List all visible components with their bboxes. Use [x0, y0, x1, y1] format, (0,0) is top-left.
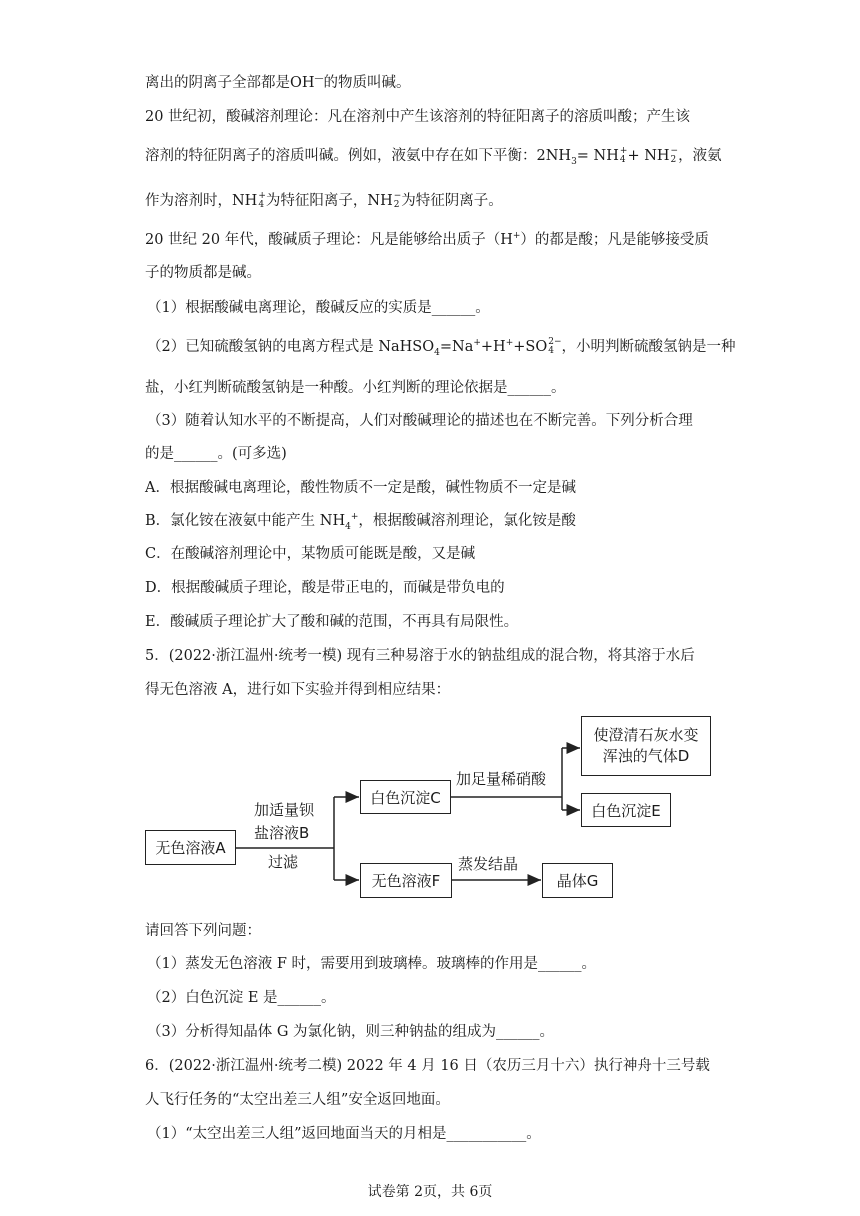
reagent-label: 加足量稀硝酸 [456, 770, 547, 788]
ion-charge: − 2 [393, 191, 402, 210]
text-segment: ，液氨 [678, 148, 722, 164]
ion-charge: 2− 4 [548, 337, 562, 356]
ion-charge: + 4 [258, 191, 266, 210]
superscript: — [314, 74, 324, 85]
subquestion-1: （1）“太空出差三人组”返回地面当天的月相是___________。 [147, 1126, 541, 1142]
box-crystal-g: 晶体G [542, 863, 613, 898]
option-b [145, 511, 576, 531]
text-line: 人飞行任务的“太空出差三人组”安全返回地面。 [145, 1092, 450, 1108]
text-segment: 作为溶剂时，NH [145, 193, 258, 209]
process-label: 蒸发结晶 [458, 855, 519, 873]
superscript: + [512, 231, 521, 242]
reagent-label: 盐溶液B [254, 824, 310, 842]
ion-charge: + 4 [619, 146, 628, 165]
superscript: + [505, 338, 514, 349]
subquestion-1: （1）蒸发无色溶液 F 时，需要用到玻璃棒。玻璃棒的作用是______。 [147, 956, 597, 972]
subscript: 3 [571, 156, 577, 167]
text-line: 20 世纪初，酸碱溶剂理论：凡在溶剂中产生该溶剂的特征阳离子的溶质叫酸；产生该 [145, 109, 691, 125]
ion-charge: − 2 [670, 146, 679, 165]
box-label: 浑浊的气体D [602, 747, 690, 765]
box-solution-a: 无色溶液A [145, 830, 236, 865]
text-segment: （2）已知硫酸氢钠的电离方程式是 NaHSO [147, 339, 435, 355]
option-a: A．根据酸碱电离理论，酸性物质不一定是酸，碱性物质不一定是碱 [145, 480, 576, 496]
text-segment: ）的都是酸；凡是能够接受质 [520, 232, 709, 248]
box-precipitate-c: 白色沉淀C [360, 780, 451, 814]
option-c: C．在酸碱溶剂理论中，某物质可能既是酸，又是碱 [145, 546, 476, 562]
box-label: 使澄清石灰水变 [593, 726, 699, 744]
text-line [145, 73, 411, 93]
page-footer: 试卷第 2页，共 6页 [367, 1184, 493, 1200]
text-line: 盐，小红判断硫酸氢钠是一种酸。小红判断的理论依据是______。 [145, 380, 566, 396]
text-segment: 的物质叫碱。 [323, 75, 411, 91]
question-2 [147, 337, 736, 357]
text-line [145, 191, 503, 211]
text-segment: =Na [439, 339, 474, 355]
text-segment: + NH [627, 148, 670, 164]
box-precipitate-e: 白色沉淀E [581, 793, 671, 827]
text-line: 子的物质都是碱。 [145, 265, 261, 281]
text-line [145, 230, 709, 250]
question-5-intro: 5．(2022·浙江温州·统考一模) 现有三种易溶于水的钠盐组成的混合物，将其溶于水后 [145, 648, 695, 664]
superscript: + [350, 512, 359, 523]
text-segment: 溶剂的特征阴离子的溶质叫碱。例如，液氨中存在如下平衡：2NH [145, 148, 572, 164]
text-segment: B．氯化铵在液氨中能产生 NH [145, 513, 346, 529]
question-6-intro: 6．(2022·浙江温州·统考二模) 2022 年 4 月 16 日（农历三月十六）执行神舟十三号载 [145, 1058, 710, 1074]
subscript: 4 [434, 347, 440, 358]
text-line: 的是______。(可多选) [145, 446, 287, 462]
text-line [145, 146, 722, 166]
question-1: （1）根据酸碱电离理论，酸碱反应的实质是______。 [147, 300, 490, 316]
question-3: （3）随着认知水平的不断提高，人们对酸碱理论的描述也在不断完善。下列分析合理 [147, 413, 693, 429]
text-segment: ，根据酸碱溶剂理论，氯化铵是酸 [358, 513, 576, 529]
text-segment: 离出的阴离子全部都是OH [145, 75, 315, 91]
process-label: 过滤 [268, 853, 299, 871]
text-segment: 为特征阴离子。 [401, 193, 503, 209]
text-segment: +SO [513, 339, 548, 355]
box-gas-d [581, 716, 711, 776]
text-segment: +H [480, 339, 506, 355]
superscript: + [473, 338, 481, 349]
text-line: 请回答下列问题： [145, 923, 261, 939]
text-line: 得无色溶液 A，进行如下实验并得到相应结果： [145, 682, 451, 698]
reagent-label: 加适量钡 [254, 801, 315, 819]
text-segment: = NH [576, 148, 619, 164]
subscript: 4 [345, 521, 351, 532]
option-d: D．根据酸碱质子理论，酸是带正电的，而碱是带负电的 [145, 580, 505, 596]
box-solution-f: 无色溶液F [360, 863, 452, 898]
option-e: E．酸碱质子理论扩大了酸和碱的范围，不再具有局限性。 [145, 614, 519, 630]
text-segment: 为特征阳离子，NH [265, 193, 393, 209]
subquestion-2: （2）白色沉淀 E 是______。 [147, 990, 336, 1006]
text-segment: 20 世纪 20 年代，酸碱质子理论：凡是能够给出质子（H [145, 232, 513, 248]
text-segment: ，小明判断硫酸氢钠是一种 [561, 339, 736, 355]
subquestion-3: （3）分析得知晶体 G 为氯化钠，则三种钠盐的组成为______。 [147, 1024, 555, 1040]
